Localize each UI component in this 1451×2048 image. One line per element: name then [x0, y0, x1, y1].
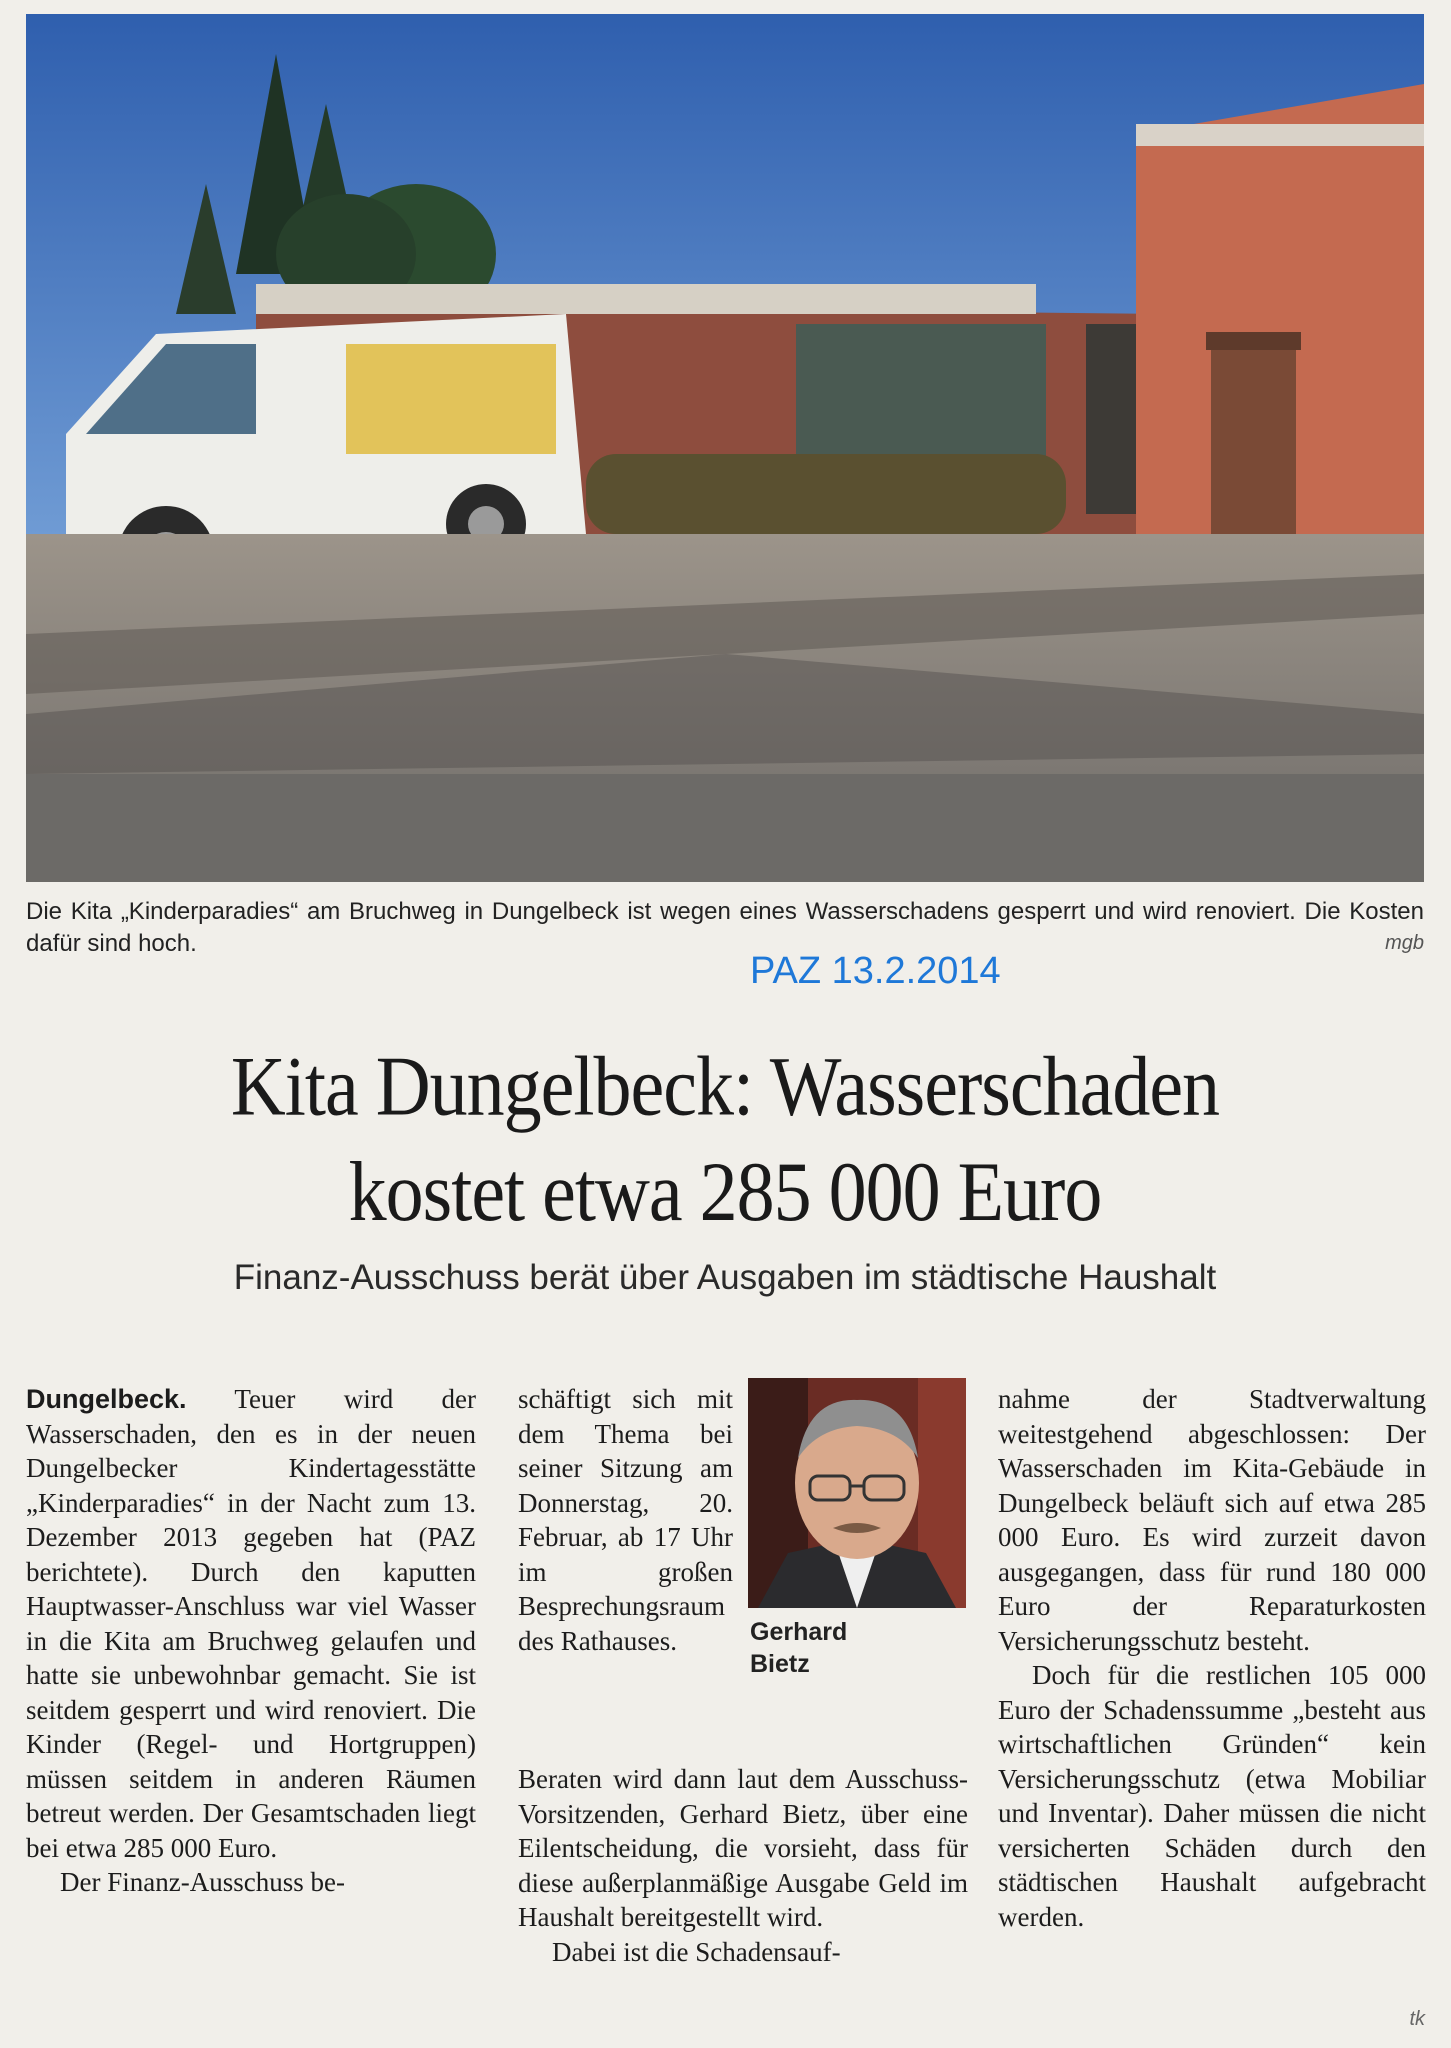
- article-column-2: [518, 1382, 733, 1658]
- portrait-name-first: Gerhard: [750, 1618, 848, 1646]
- article-column-3: [998, 1382, 1426, 1934]
- column-1-text: Teuer wird der Wasserschaden, den es in der neuen Dungelbecker Kindertagesstätte „Kinderparadies“ in der Nacht zum 13. Dezember 2013 gegeben hat (PAZ berichtete). Durch den kaputten Hauptwasser-Anschluss war viel Wasser in die Kita am Bruchweg gelaufen und hatte sie unbewohnbar gemacht. Sie ist seitdem gesperrt und wird renoviert. Die Kinder (Regel- und Hortgruppen) müssen seitdem in anderen Räumen betreut werden. Der Gesamtschaden liegt bei etwa 285 000 Euro.: [26, 1384, 476, 1863]
- headline-line-2: kostet etwa 285 000 Euro: [348, 1144, 1102, 1239]
- person-portrait: [748, 1378, 966, 1608]
- headline: [20, 1034, 1430, 1245]
- column-2-paragraph-2: Dabei ist die Schadensauf-: [552, 1936, 841, 1967]
- column-2-text: schäftigt sich mit dem Thema bei seiner Sitzung am Donnerstag, 20. Februar, ab 17 Uhr im großen Besprechungsraum des Rathauses.: [518, 1384, 733, 1656]
- photo-credit: mgb: [1385, 932, 1424, 954]
- article-photo: [26, 14, 1424, 882]
- subheadline: Finanz-Ausschuss berät über Ausgaben im städtische Haushalt: [233, 1258, 1217, 1297]
- article-column-1: [26, 1382, 476, 1900]
- column-3-text: nahme der Stadtverwaltung weitestgehend abgeschlossen: Der Wasserschaden im Kita-Gebäude in Dungelbeck beläuft sich auf etwa 285 000 Euro. Es wird zurzeit davon ausgegangen, dass für rund 180 000 Euro der Reparaturkosten Versicherungsschutz besteht.: [998, 1384, 1426, 1656]
- portrait-name-last: Bietz: [750, 1650, 810, 1678]
- article-column-2-continued: [518, 1762, 968, 1969]
- portrait-photo: [748, 1378, 966, 1608]
- author-signature: tk: [1409, 2008, 1425, 2030]
- headline-line-1: Kita Dungelbeck: Wasserschaden: [230, 1039, 1220, 1134]
- column-1-paragraph-2: Der Finanz-Ausschuss be-: [60, 1867, 345, 1897]
- dateline: Dungelbeck.: [26, 1384, 187, 1414]
- source-stamp: PAZ 13.2.2014: [750, 950, 1001, 992]
- column-2-continued-text: Beraten wird dann laut dem Ausschuss-Vorsitzenden, Gerhard Bietz, über eine Eilentscheidung, die vorsieht, dass für diese außerplanmäßige Ausgabe Geld im Haushalt bereitgestellt wird.: [518, 1764, 968, 1932]
- kita-building-photo: [26, 14, 1424, 882]
- column-3-paragraph-2: Doch für die restlichen 105 000 Euro der Schadenssumme „besteht aus wirtschaftlichen Gründen“ kein Versicherungsschutz (etwa Mobiliar und Inventar). Daher müssen die nicht versicherten Schäden durch den städtischen Haushalt aufgebracht werden.: [998, 1660, 1426, 1932]
- portrait-caption: [750, 1616, 847, 1680]
- photo-caption: Die Kita „Kinderparadies“ am Bruchweg in Dungelbeck ist wegen eines Wasserschadens gesperrt und wird renoviert. Die Kosten dafür sind hoch.: [26, 898, 1424, 957]
